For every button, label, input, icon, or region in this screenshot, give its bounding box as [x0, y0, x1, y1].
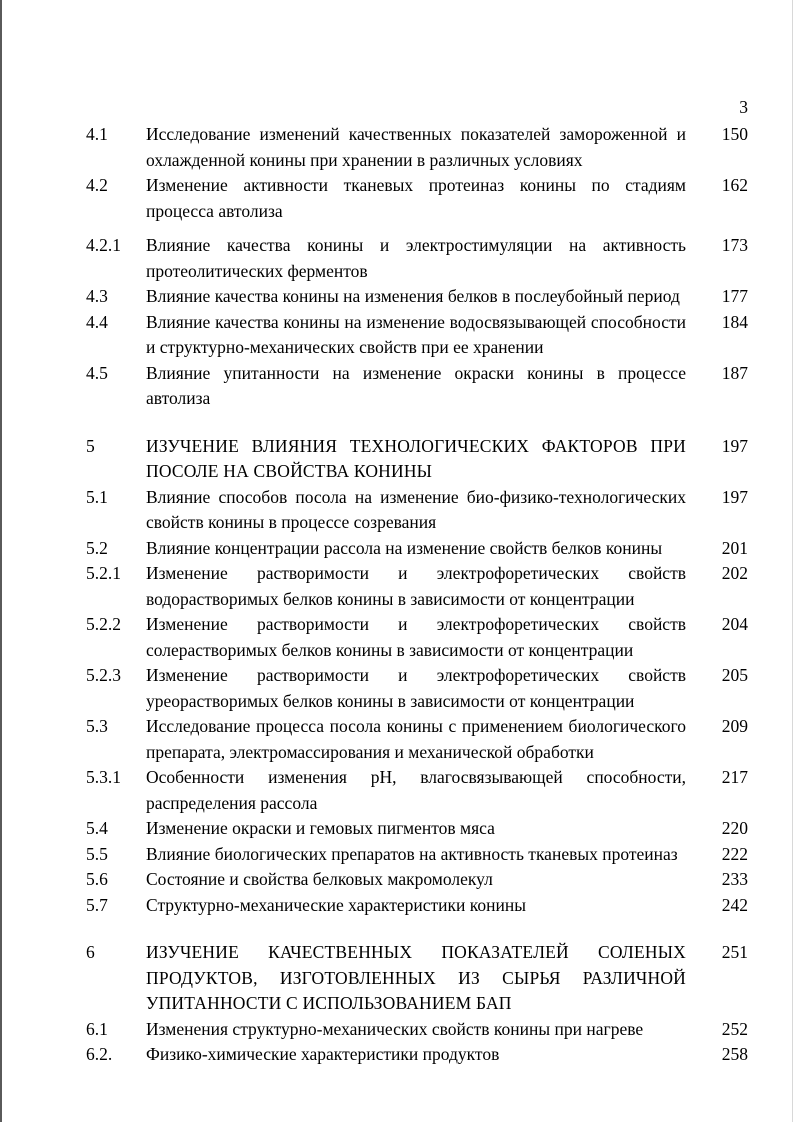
toc-entry-page-number: 251 [721, 942, 748, 962]
toc-entry[interactable] [86, 842, 748, 868]
toc-entry-title[interactable]: Структурно-механические характеристики конины [146, 894, 526, 915]
toc-entry-number: 5.3.1 [86, 767, 121, 787]
toc-entry[interactable] [86, 122, 748, 173]
toc-entry[interactable] [86, 867, 748, 893]
toc-entry[interactable] [86, 361, 748, 412]
toc-entry-number: 4.2 [86, 175, 108, 195]
toc-section [86, 233, 748, 412]
toc-entry[interactable] [86, 284, 748, 310]
toc-entry-page-number: 184 [721, 311, 748, 332]
toc-entry-title[interactable]: Особенности изменения рН, влагосвязывающей способности, распределения рассола [146, 767, 686, 813]
toc-entry-number: 4.4 [86, 311, 108, 332]
toc-entry[interactable] [86, 561, 748, 612]
toc-entry-number: 5.1 [86, 486, 108, 507]
section-gap [86, 224, 748, 233]
toc-entry[interactable] [86, 233, 748, 284]
toc-entry-page-number: 201 [721, 537, 748, 558]
toc-entry[interactable] [86, 1017, 748, 1043]
toc-entry-title[interactable]: Влияние качества конины на изменение водосвязывающей способности и структурно-механических свойств при ее хранении [146, 311, 686, 357]
toc-entry-number: 5.2 [86, 537, 108, 558]
toc-entry-title[interactable]: Изменения структурно-механических свойств конины при нагреве [146, 1018, 644, 1039]
section-gap [86, 412, 748, 434]
toc-entry[interactable] [86, 1042, 748, 1068]
toc-entry-title[interactable]: Влияние качества конины и электростимуляции на активность протеолитических ферментов [146, 235, 686, 281]
toc-entry-title[interactable]: Изменение растворимости и электрофоретических свойств уреорастворимых белков конины в зависимости от концентрации [146, 665, 686, 711]
toc-entry-page-number: 217 [721, 767, 748, 787]
toc-entry[interactable] [86, 940, 748, 1017]
toc-entry[interactable] [86, 893, 748, 919]
toc-entry-number: 5.6 [86, 869, 108, 889]
toc-entry-title[interactable]: Влияние упитанности на изменение окраски конины в процессе автолиза [146, 362, 686, 408]
toc-entry-page-number: 177 [721, 286, 748, 306]
toc-entry-number: 6.1 [86, 1018, 108, 1039]
toc-entry-page-number: 233 [721, 869, 748, 889]
toc-section [86, 940, 748, 1068]
toc-entry-number: 6 [86, 942, 95, 962]
toc-entry-number: 5.5 [86, 843, 108, 864]
toc-entry[interactable] [86, 714, 748, 765]
toc-entry-title[interactable]: Влияние качества конины на изменения белков в послеубойный период [146, 286, 680, 306]
toc-entry-number: 5.2.1 [86, 563, 121, 583]
toc-section [86, 434, 748, 919]
toc-entry-number: 4.1 [86, 124, 108, 144]
toc-entry-page-number: 187 [721, 362, 748, 383]
section-gap [86, 918, 748, 940]
toc-entry-page-number: 197 [721, 486, 748, 507]
toc-entry-title[interactable]: Исследование изменений качественных показателей замороженной и охлажденной конины при хранении в различных условиях [146, 124, 686, 170]
toc-entry-number: 5.3 [86, 716, 108, 736]
toc-entry-number: 5.4 [86, 818, 108, 838]
toc-entry-number: 4.3 [86, 286, 108, 306]
table-of-contents [86, 122, 748, 1068]
toc-entry-number: 4.2.1 [86, 235, 121, 255]
toc-entry-title[interactable]: Изменение окраски и гемовых пигментов мяса [146, 818, 495, 838]
toc-entry-page-number: 162 [721, 175, 748, 195]
toc-entry[interactable] [86, 434, 748, 485]
toc-entry[interactable] [86, 485, 748, 536]
toc-entry-title[interactable]: ИЗУЧЕНИЕ ВЛИЯНИЯ ТЕХНОЛОГИЧЕСКИХ ФАКТОРОВ ПРИ ПОСОЛЕ НА СВОЙСТВА КОНИНЫ [146, 435, 686, 481]
toc-entry-title[interactable]: Влияние способов посола на изменение био-физико-технологических свойств конины в процессе созревания [146, 486, 686, 532]
toc-entry-number: 5.2.2 [86, 614, 121, 634]
toc-entry-page-number: 202 [721, 563, 748, 583]
toc-entry[interactable] [86, 310, 748, 361]
toc-entry-title[interactable]: Изменение активности тканевых протеиназ конины по стадиям процесса автолиза [146, 175, 686, 221]
toc-entry[interactable] [86, 663, 748, 714]
toc-entry-title[interactable]: Влияние биологических препаратов на активность тканевых протеиназ [146, 843, 678, 864]
toc-entry-number: 6.2. [86, 1044, 113, 1064]
toc-entry-page-number: 242 [721, 894, 748, 915]
toc-entry-title[interactable]: Физико-химические характеристики продуктов [146, 1044, 500, 1064]
toc-entry-page-number: 258 [721, 1044, 748, 1064]
toc-entry-page-number: 205 [721, 665, 748, 685]
toc-entry-page-number: 252 [721, 1018, 748, 1039]
toc-entry-title[interactable]: ИЗУЧЕНИЕ КАЧЕСТВЕННЫХ ПОКАЗАТЕЛЕЙ СОЛЕНЫХ ПРОДУКТОВ, ИЗГОТОВЛЕННЫХ ИЗ СЫРЬЯ РАЗЛИЧНОЙ УПИТАННОСТИ С ИСПОЛЬЗОВАНИЕМ БАП [146, 942, 686, 1013]
toc-entry-page-number: 222 [721, 843, 748, 864]
toc-entry-title[interactable]: Изменение растворимости и электрофоретических свойств солерастворимых белков конины в зависимости от концентрации [146, 614, 686, 660]
toc-section [86, 122, 748, 224]
toc-entry-number: 5.2.3 [86, 665, 121, 685]
toc-entry-title[interactable]: Состояние и свойства белковых макромолекул [146, 869, 493, 889]
toc-entry-page-number: 173 [721, 235, 748, 255]
toc-entry-title[interactable]: Исследование процесса посола конины с применением биологического препарата, электромассирования и механической обработки [146, 716, 686, 762]
toc-entry-number: 4.5 [86, 362, 108, 383]
toc-entry-page-number: 150 [721, 124, 748, 144]
toc-entry-title[interactable]: Изменение растворимости и электрофоретических свойств водорастворимых белков конины в зависимости от концентрации [146, 563, 686, 609]
toc-entry[interactable] [86, 612, 748, 663]
toc-entry-page-number: 204 [721, 614, 748, 634]
page-number: 3 [739, 97, 748, 117]
toc-entry[interactable] [86, 765, 748, 816]
toc-entry[interactable] [86, 173, 748, 224]
toc-entry-page-number: 209 [721, 716, 748, 736]
toc-entry-title[interactable]: Влияние концентрации рассола на изменение свойств белков конины [146, 537, 663, 558]
toc-entry-page-number: 220 [721, 818, 748, 838]
toc-entry-page-number: 197 [721, 435, 748, 456]
toc-entry-number: 5.7 [86, 894, 108, 915]
toc-entry[interactable] [86, 816, 748, 842]
toc-entry[interactable] [86, 536, 748, 562]
toc-entry-number: 5 [86, 435, 95, 456]
